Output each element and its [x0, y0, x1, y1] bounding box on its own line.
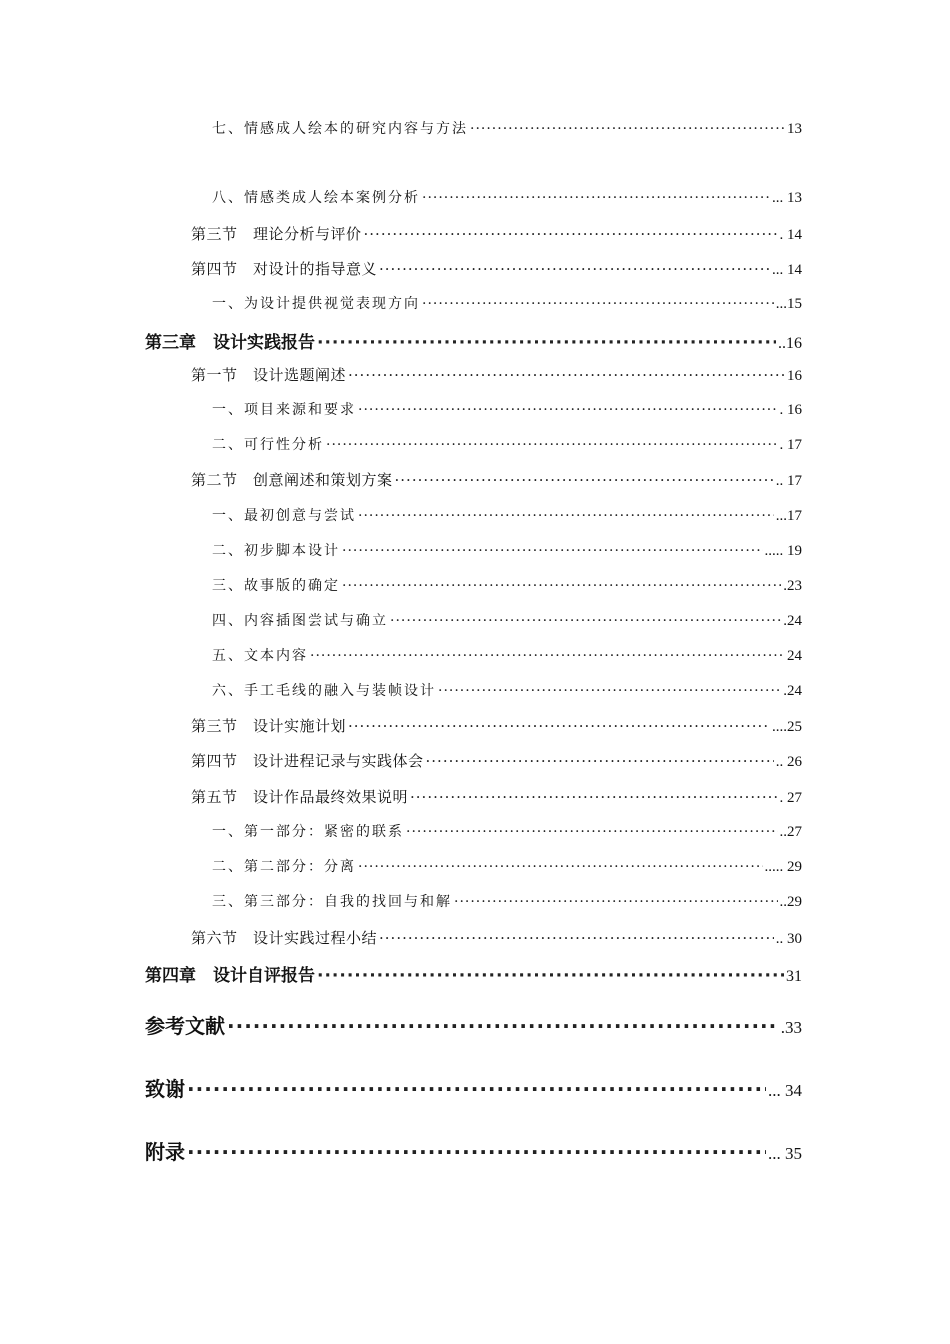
- toc-entry-label: 六、手工毛线的融入与装帧设计: [212, 683, 436, 699]
- toc-leader-dots: [438, 683, 781, 699]
- toc-entry-label: 第五节 设计作品最终效果说明: [191, 788, 409, 806]
- toc-leader-dots: [187, 1140, 766, 1164]
- toc-entry-page: ...17: [775, 508, 802, 524]
- toc-entry: [212, 821, 802, 841]
- toc-top-entry: [145, 1136, 802, 1165]
- toc-leader-dots: [406, 824, 778, 840]
- toc-entry-page: ..29: [779, 894, 802, 910]
- toc-entry-page: . 14: [779, 227, 802, 243]
- toc-entry: [212, 575, 802, 595]
- toc-entry-label: 第二节 创意阐述和策划方案: [191, 471, 393, 489]
- toc-leader-dots: [358, 859, 763, 875]
- toc-entry: [212, 891, 802, 911]
- toc-leader-dots: [358, 508, 774, 524]
- toc-entry-page: .24: [783, 613, 802, 629]
- toc-top-entry: [145, 1073, 802, 1102]
- toc-entry-label: 附录: [145, 1140, 185, 1164]
- toc-entry-page: .. 30: [775, 931, 802, 947]
- toc-entry: [212, 645, 802, 665]
- toc-entry-page: .. 17: [775, 473, 802, 489]
- toc-leader-dots: [379, 929, 774, 947]
- toc-entry-page: . 27: [779, 790, 802, 806]
- toc-leader-dots: [310, 648, 785, 664]
- toc-leader-dots: [348, 366, 785, 384]
- toc-entry-page: ... 35: [768, 1144, 802, 1163]
- toc-entry-page: ...15: [775, 296, 802, 312]
- toc-leader-dots: [454, 894, 778, 910]
- toc-entry-page: .24: [783, 683, 802, 699]
- toc-entry-label: 二、第二部分：分离: [212, 859, 356, 875]
- toc-entry-page: ... 14: [772, 262, 802, 278]
- toc-entry-label: 一、项目来源和要求: [212, 402, 356, 418]
- toc-entry: [212, 505, 802, 525]
- toc-entry-label: 致谢: [145, 1077, 185, 1101]
- toc-leader-dots: [317, 333, 776, 353]
- toc-leader-dots: [364, 225, 778, 243]
- toc-leader-dots: [326, 437, 778, 453]
- toc-leader-dots: [348, 717, 770, 735]
- toc-entry-label: 第三节 理论分析与评价: [191, 225, 362, 243]
- toc-entry-label: 三、第三部分：自我的找回与和解: [212, 894, 452, 910]
- toc-entry: [191, 364, 802, 385]
- toc-entry-page: . 16: [779, 402, 802, 418]
- toc-entry: [212, 610, 802, 630]
- toc-entry: [212, 118, 802, 138]
- toc-entry-page: ..... 29: [764, 859, 802, 875]
- toc-leader-dots: [390, 613, 781, 629]
- toc-entry-label: 七、情感成人绘本的研究内容与方法: [212, 121, 468, 137]
- toc-entry-label: 参考文献: [145, 1014, 225, 1038]
- toc-entry: [191, 469, 802, 490]
- toc-entry: [212, 856, 802, 876]
- toc-entry-page: . 17: [779, 437, 802, 453]
- toc-entry: [212, 434, 802, 454]
- toc-entry-page: ..16: [778, 335, 802, 352]
- toc-leader-dots: [470, 121, 785, 137]
- toc-leader-dots: [317, 966, 784, 986]
- toc-entry-label: 三、故事版的确定: [212, 578, 340, 594]
- toc-entry-label: 一、最初创意与尝试: [212, 508, 356, 524]
- toc-entry-label: 第四章 设计自评报告: [145, 966, 315, 986]
- toc-entry-label: 第三节 设计实施计划: [191, 717, 347, 735]
- toc-entry-page: ....25: [772, 719, 802, 735]
- toc-entry: [191, 223, 802, 244]
- toc-chapter-entry: [145, 328, 802, 353]
- toc-leader-dots: [426, 752, 774, 770]
- toc-entry: [191, 258, 802, 279]
- toc-entry: [212, 187, 802, 207]
- toc-leader-dots: [342, 543, 763, 559]
- toc-top-entry: [145, 1010, 802, 1039]
- toc-entry-label: 一、为设计提供视觉表现方向: [212, 296, 420, 312]
- toc-leader-dots: [422, 296, 774, 312]
- toc-entry-page: 31: [786, 968, 802, 985]
- toc-entry-label: 第三章 设计实践报告: [145, 333, 315, 353]
- toc-entry: [191, 715, 802, 736]
- toc-entry-label: 第四节 设计进程记录与实践体会: [191, 752, 424, 770]
- toc-leader-dots: [410, 788, 777, 806]
- toc-leader-dots: [342, 578, 781, 594]
- toc-entry-label: 二、初步脚本设计: [212, 543, 340, 559]
- toc-leader-dots: [395, 471, 774, 489]
- toc-entry: [191, 750, 802, 771]
- toc-entry-page: 13: [787, 121, 802, 137]
- toc-entry-label: 五、文本内容: [212, 648, 308, 664]
- toc-leader-dots: [227, 1014, 779, 1038]
- toc-entry-label: 四、内容插图尝试与确立: [212, 613, 388, 629]
- toc-entry-page: ..27: [779, 824, 802, 840]
- toc-entry-page: .23: [783, 578, 802, 594]
- toc-leader-dots: [358, 402, 778, 418]
- toc-entry-label: 二、可行性分析: [212, 437, 324, 453]
- toc-entry: [212, 680, 802, 700]
- toc-entry: [191, 927, 802, 948]
- toc-entry-page: 24: [787, 648, 802, 664]
- toc-leader-dots: [187, 1077, 766, 1101]
- toc-entry: [191, 786, 802, 807]
- toc-entry-page: ... 13: [772, 190, 802, 206]
- toc-chapter-entry: [145, 961, 802, 986]
- toc-entry-label: 第六节 设计实践过程小结: [191, 929, 378, 947]
- toc-entry-page: .. 26: [775, 754, 802, 770]
- toc-entry-label: 第四节 对设计的指导意义: [191, 260, 378, 278]
- toc-entry-page: ..... 19: [764, 543, 802, 559]
- toc-entry-label: 第一节 设计选题阐述: [191, 366, 347, 384]
- toc-entry-label: 一、第一部分：紧密的联系: [212, 824, 404, 840]
- toc-entry: [212, 540, 802, 560]
- toc-entry: [212, 399, 802, 419]
- toc-entry-page: ... 34: [768, 1081, 802, 1100]
- toc-entry-label: 八、情感类成人绘本案例分析: [212, 190, 420, 206]
- toc-leader-dots: [379, 260, 770, 278]
- toc-leader-dots: [422, 190, 770, 206]
- toc-entry: [212, 293, 802, 313]
- toc-entry-page: 16: [787, 368, 802, 384]
- toc-entry-page: .33: [780, 1018, 802, 1037]
